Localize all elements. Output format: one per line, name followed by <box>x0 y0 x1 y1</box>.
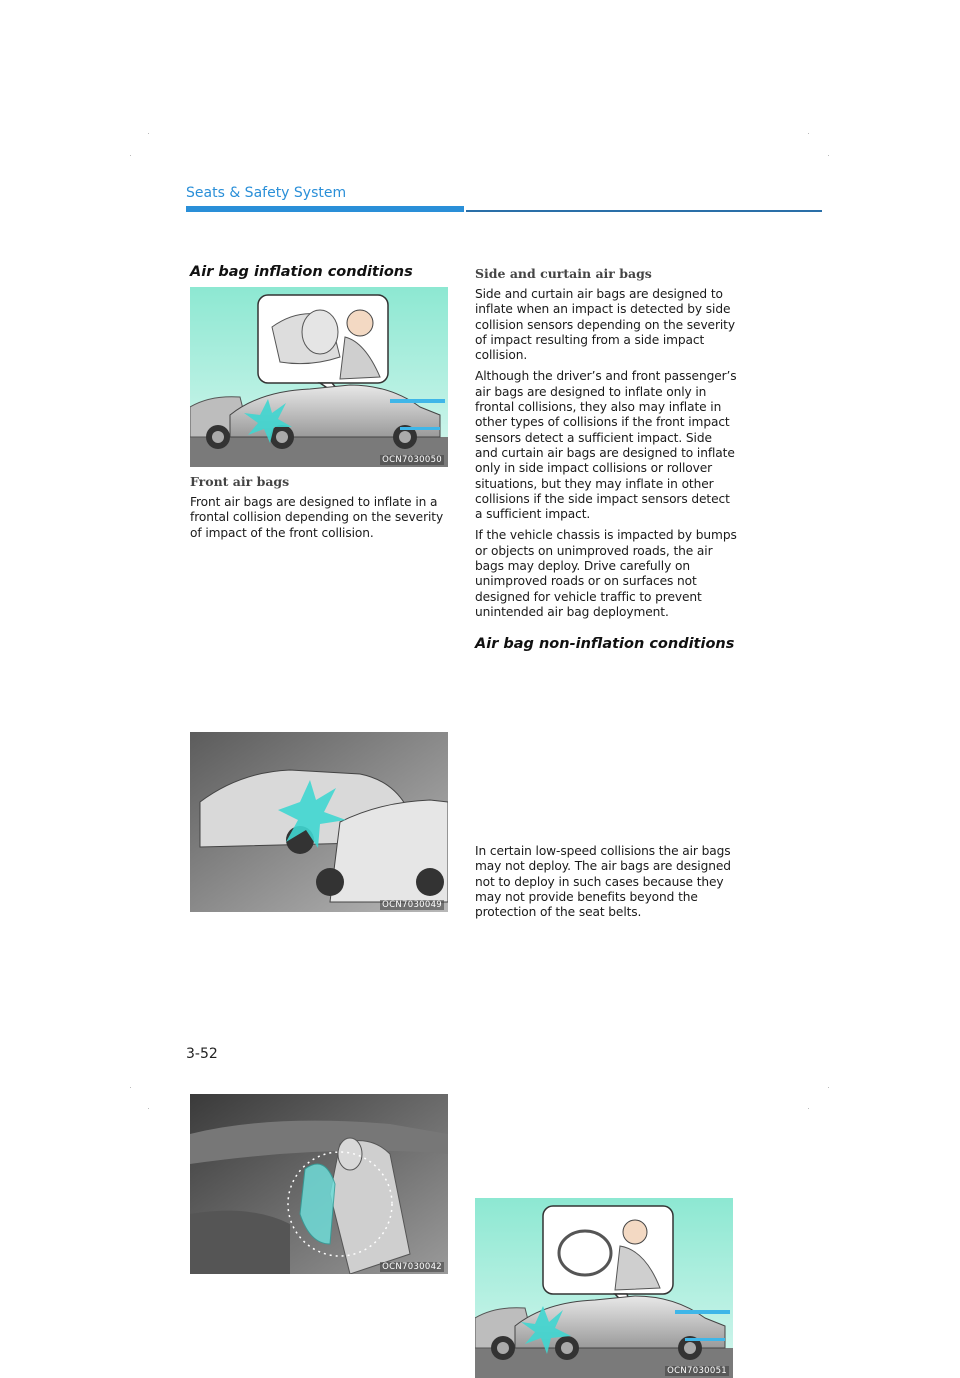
side-curtain-heading: Side and curtain air bags <box>475 266 652 281</box>
page-number: 3-52 <box>186 1046 218 1062</box>
crop-mark <box>828 155 829 156</box>
right-column <box>475 266 737 626</box>
unimproved-roads-text: If the vehicle chassis is impacted by bumps or objects on unimproved roads, the air bags may deploy. Drive carefully on unimproved roads or on surfaces not designed for vehicle traffic to prevent unintended air bag deployment. <box>475 528 737 619</box>
figure-code: OCN7030051 <box>667 1366 727 1376</box>
figure-side-airbag <box>190 1094 448 1274</box>
header-accent-bar <box>186 206 464 212</box>
side-curtain-text: Side and curtain air bags are designed to inflate when an impact is detected by side collision sensors depending on the severity of impact resulting from a side impact collision. <box>475 287 735 363</box>
figure-code: OCN7030042 <box>382 1262 442 1272</box>
header-rule <box>466 210 822 212</box>
non-inflation-heading: Air bag non-inflation conditions <box>475 636 735 652</box>
crop-mark <box>130 1087 131 1088</box>
non-inflation-section <box>475 636 737 652</box>
crop-mark <box>808 1108 809 1109</box>
figure-code: OCN7030049 <box>382 900 442 910</box>
front-airbags-section <box>190 474 448 547</box>
crop-mark <box>148 133 149 134</box>
crop-mark <box>148 1108 149 1109</box>
left-column <box>190 264 448 280</box>
section-title: Seats & Safety System <box>186 185 347 201</box>
low-speed-text: In certain low-speed collisions the air bags may not deploy. The air bags are designed not to deploy in such cases because they may not provide benefits beyond the protection of the seat belts. <box>475 844 731 920</box>
inflation-heading: Air bag inflation conditions <box>190 264 413 280</box>
front-passenger-text: Although the driver’s and front passenger’s air bags are designed to inflate only in frontal collisions, they also may inflate in other types of collisions if the front impact sensors detect a sufficient impact. Side and curtain air bags are designed to inflate only in side impact collisions or rollover situations, but they may inflate in other collisions if the side impact sensors detect a sufficient impact. <box>475 369 737 522</box>
front-airbags-heading: Front air bags <box>190 474 290 489</box>
figure-low-speed-collision <box>475 1198 733 1378</box>
crop-mark <box>130 155 131 156</box>
figure-frontal-collision <box>190 287 448 467</box>
figure-offset-collision <box>190 732 448 912</box>
low-speed-section <box>475 844 737 926</box>
crop-mark <box>808 133 809 134</box>
crop-mark <box>828 1087 829 1088</box>
figure-code: OCN7030050 <box>382 455 442 465</box>
front-airbags-text: Front air bags are designed to inflate in a frontal collision depending on the severity of impact of the front collision. <box>190 495 444 540</box>
